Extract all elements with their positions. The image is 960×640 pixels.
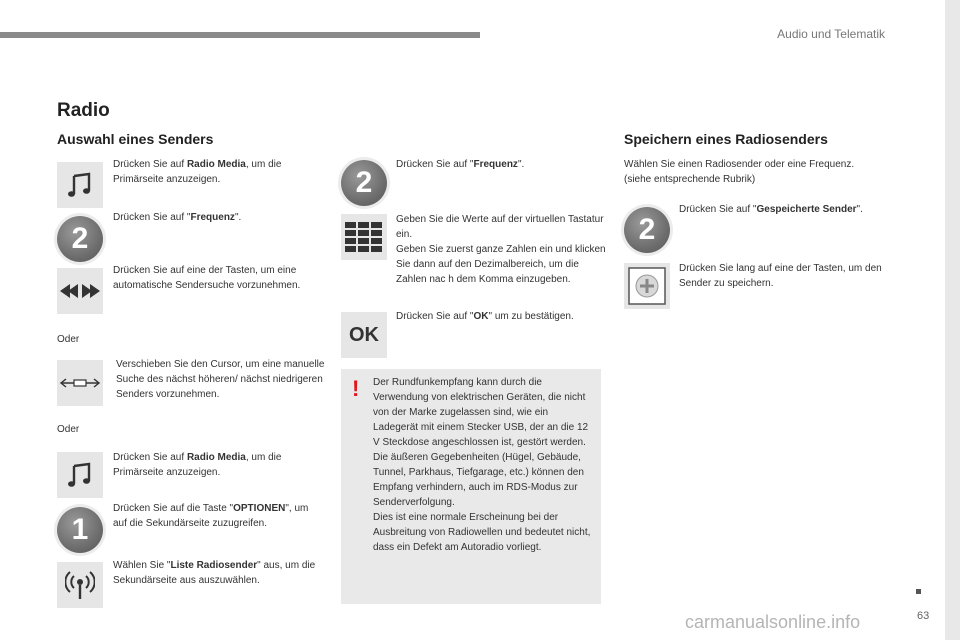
- watermark: carmanualsonline.info: [685, 612, 861, 632]
- slider-cursor-icon: [57, 360, 103, 406]
- preset-plus-icon: [624, 263, 670, 309]
- oder-label-2: Oder: [57, 424, 80, 435]
- warning-text: Der Rundfunkempfang kann durch die Verwendung von elektrischen Geräten, die nicht von der Marke zugelassen sind, wie ein Ladegerät mit einem Stecker USB, der an die 12 V Steckdose angeschlossen ist, gestört werden. Die äußeren Gegebenheiten (Hügel, Gebäude, Tunnel, Parkhaus, Tiefgarage, etc.) können den Empfang verhindern, auch im RDS-Modus zur Senderverfolgung. Dies ist eine normale Erscheinung bei der Ausbreitung von Radiowellen und bedeutet nicht, dass ein Defekt am Autoradio vorliegt.: [373, 377, 591, 553]
- step-liste-radiosender: Wählen Sie "Liste Radiosender" aus, um die Sekundärseite aus auszuwählen.: [113, 560, 316, 586]
- warning-exclamation-icon: !: [352, 376, 360, 401]
- step-ok-confirm: Drücken Sie auf "OK" um zu bestätigen.: [396, 311, 574, 322]
- page-title: Radio: [57, 100, 110, 121]
- step-virtual-keyboard: Geben Sie die Werte auf der virtuellen Tastatur ein. Geben Sie zuerst ganze Zahlen ein und klicken Sie dann auf den Dezimalbereich, um die Zahlen nac h dem Komma einzugeben.: [396, 214, 606, 285]
- step-frequenz: Drücken Sie auf "Frequenz".: [113, 212, 242, 223]
- section-title-store: Speichern eines Radiosenders: [624, 131, 828, 147]
- oder-label: Oder: [57, 334, 80, 345]
- step-auto-search: Drücken Sie auf eine der Tasten, um eine automatische Sendersuche vorzunehmen.: [113, 265, 301, 291]
- header-bar: [0, 32, 480, 38]
- section-title-select: Auswahl eines Senders: [57, 131, 214, 147]
- step-radio-media: Drücken Sie auf Radio Media, um die Primärseite anzuzeigen.: [113, 159, 282, 185]
- step-optionen: Drücken Sie auf die Taste "OPTIONEN", um auf die Sekundärseite zuzugreifen.: [113, 503, 309, 529]
- radio-antenna-icon: [57, 562, 103, 608]
- seek-arrows-icon: [57, 268, 103, 314]
- page-bullet: [916, 589, 921, 594]
- step-badge-2-mid: 2: [341, 160, 387, 206]
- step-manual-search: Verschieben Sie den Cursor, um eine manuelle Suche des nächst höheren/ nächst niedrigeren Senders vorzunehmen.: [116, 359, 325, 400]
- step-frequenz-mid: Drücken Sie auf "Frequenz".: [396, 159, 525, 170]
- page-number: 63: [917, 610, 930, 622]
- store-intro: Wählen Sie einen Radiosender oder eine Frequenz. (siehe entsprechende Rubrik): [624, 159, 855, 185]
- header-title: Audio und Telematik: [777, 27, 885, 41]
- step-badge-1: 1: [57, 507, 103, 553]
- music-note-icon: [57, 162, 103, 208]
- step-badge-2: 2: [57, 216, 103, 262]
- step-badge-2-right: 2: [624, 207, 670, 253]
- music-note-icon-2: [57, 452, 103, 498]
- keypad-grid-icon: [341, 214, 387, 260]
- step-radio-media-2: Drücken Sie auf Radio Media, um die Primärseite anzuzeigen.: [113, 452, 282, 478]
- step-gespeicherte-sender: Drücken Sie auf "Gespeicherte Sender".: [679, 204, 863, 215]
- ok-button-icon: OK: [341, 312, 387, 358]
- page-edge-strip: [945, 0, 960, 640]
- step-long-press-store: Drücken Sie lang auf eine der Tasten, um den Sender zu speichern.: [679, 263, 882, 289]
